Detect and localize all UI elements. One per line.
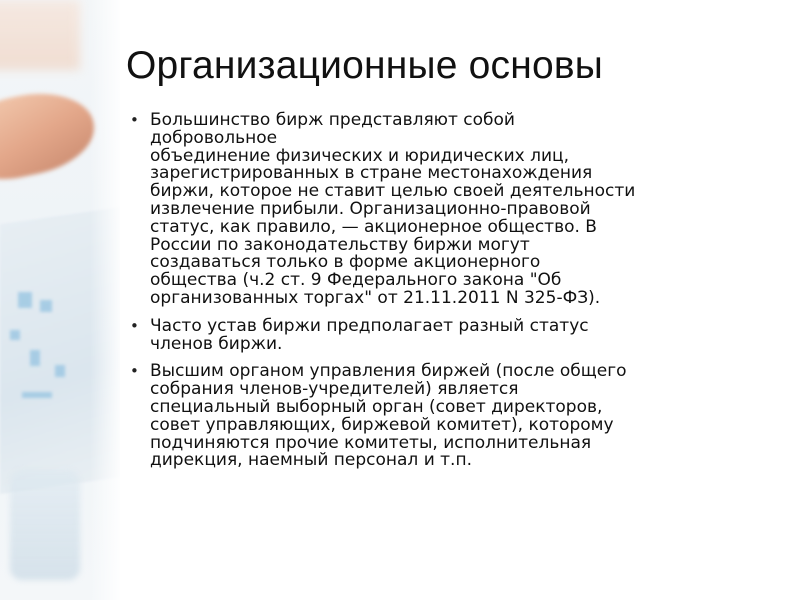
text-line: зарегистрированных в стране местонахождения bbox=[150, 163, 593, 184]
bullet-list bbox=[130, 112, 750, 480]
photo-hand bbox=[0, 82, 102, 188]
decorative-photo bbox=[0, 0, 120, 600]
bullet-text bbox=[150, 363, 750, 470]
text-line: Высшим органом управления биржей (после общего bbox=[150, 361, 627, 382]
text-line: членов биржи. bbox=[150, 333, 283, 354]
photo-chart-bar bbox=[10, 330, 20, 340]
photo-glass bbox=[10, 470, 80, 580]
text-line: создаваться только в форме акционерного bbox=[150, 252, 541, 273]
photo-arm bbox=[0, 0, 80, 70]
bullet-item bbox=[130, 112, 750, 308]
text-line: общества (ч.2 ст. 9 Федерального закона "Об bbox=[150, 270, 562, 291]
bullet-marker: • bbox=[130, 316, 139, 335]
photo-chart-bar bbox=[40, 300, 52, 312]
text-line: Большинство бирж представляют собой bbox=[150, 110, 515, 130]
text-line: России по законодательству биржи могут bbox=[150, 234, 530, 255]
text-line: дирекция, наемный персонал и т.п. bbox=[150, 450, 472, 471]
text-line: Часто устав биржи предполагает разный статус bbox=[150, 315, 589, 336]
text-line: специальный выборный орган (совет директоров, bbox=[150, 396, 603, 417]
text-line: добровольное bbox=[150, 127, 278, 148]
bullet-marker: • bbox=[130, 111, 139, 129]
text-line: извлечение прибыли. Организационно-правовой bbox=[150, 198, 591, 219]
text-line: биржи, которое не ставит целью своей деятельности bbox=[150, 181, 636, 202]
text-line: подчиняются прочие комитеты, исполнительная bbox=[150, 432, 592, 453]
bullet-marker: • bbox=[130, 362, 139, 381]
text-line: статус, как правило, — акционерное общество. В bbox=[150, 216, 597, 237]
photo-chart-bar bbox=[30, 350, 40, 366]
photo-chart-bar bbox=[22, 392, 52, 398]
text-line: совет управляющих, биржевой комитет), которому bbox=[150, 414, 614, 435]
photo-chart-bar bbox=[18, 292, 32, 308]
text-line: организованных торгах" от 21.11.2011 N 325-ФЗ). bbox=[150, 287, 601, 308]
bullet-item bbox=[130, 363, 750, 470]
slide-title: Организационные основы bbox=[126, 44, 603, 87]
text-line: объединение физических и юридических лиц, bbox=[150, 145, 569, 166]
photo-fade bbox=[90, 0, 120, 600]
bullet-text bbox=[150, 315, 750, 354]
bullet-item bbox=[130, 315, 750, 354]
text-line: собрания членов-учредителей) является bbox=[150, 379, 519, 400]
bullet-text bbox=[150, 112, 750, 308]
photo-chart-bar bbox=[55, 365, 65, 377]
